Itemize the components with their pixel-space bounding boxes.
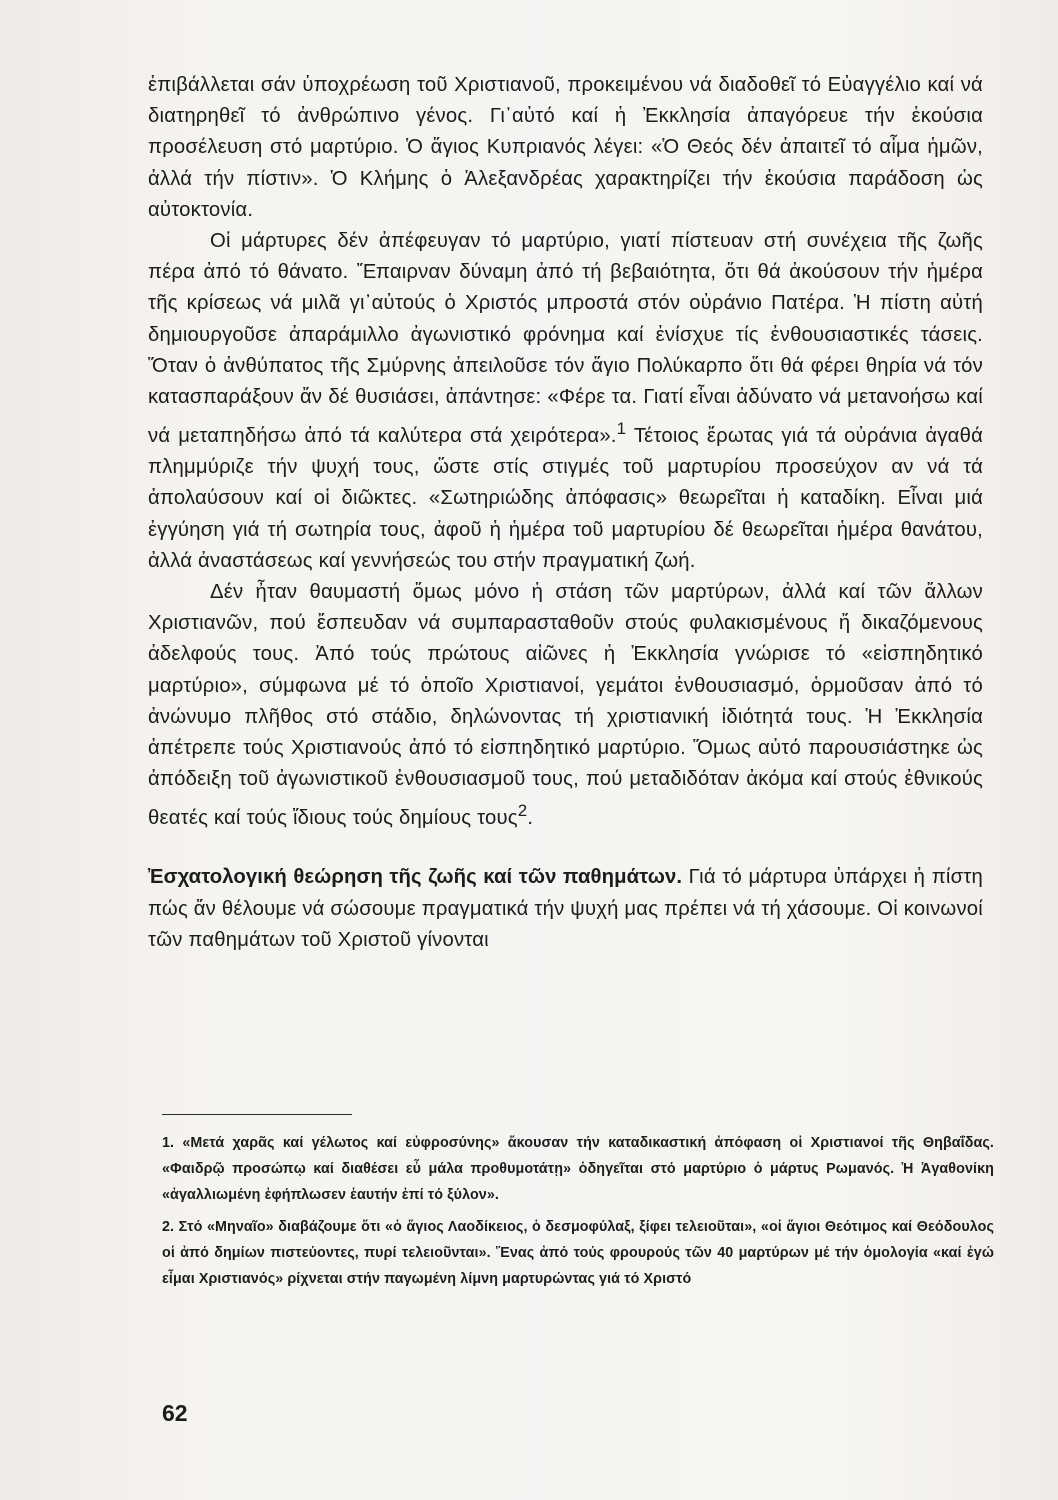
paragraph-3-text: Δέν ἦταν θαυμαστή ὅμως μόνο ἡ στάση τῶν μαρτύρων, ἀλλά καί τῶν ἄλλων Χριστιανῶν, πού ἔσπευδαν νά συμπαρασταθοῦν στούς φυλακισμένους ἤ δικαζόμενους ἀδελφούς τους. Ἀπό τούς πρώτους αἰῶνες ἡ Ἐκκλησία γνώρισε τό «εἰσπηδητικό μαρτύριο», σύμφωνα μέ τό ὁποῖο Χριστιανοί, γεμάτοι ἐνθουσιασμό, ὁρμοῦσαν ἀπό τό ἀνώνυμο πλῆθος στό στάδιο, δηλώνοντας τή χριστιανική ἰδιότητά τους. Ἡ Ἐκκλησία ἀπέτρεπε τούς Χριστιανούς ἀπό τό εἰσπηδητικό μαρτύριο. Ὅμως αὐτό παρουσιάστηκε ὡς ἀπόδειξη τοῦ ἀγωνιστικοῦ ἐνθουσιασμοῦ τους, πού μεταδιδόταν ἀκόμα καί στούς ἐθνικούς θεατές καί τούς ἴδιους τούς δημίους τους bbox=[148, 581, 983, 830]
footnote-2: 2. Στό «Μηναῖο» διαβάζουμε ὅτι «ὁ ἅγιος Λαοδίκειος, ὁ δεσμοφύλαξ, ξίφει τελειοῦται», «οἱ ἅγιοι Θεότιμος καί Θεόδουλος οἱ ἀπό δημίων πιστεύοντες, πυρί τελειοῦνται». Ἕνας ἀπό τούς φρουρούς τῶν 40 μαρτύρων μέ τήν ὁμολογία «καί ἐγώ εἶμαι Χριστιανός» ρίχνεται στήν παγωμένη λίμνη μαρτυρώντας γιά τό Χριστό bbox=[162, 1219, 994, 1287]
main-text bbox=[148, 70, 983, 956]
page-number: 62 bbox=[162, 1400, 188, 1426]
paragraph-1-text: ἐπιβάλλεται σάν ὑποχρέωση τοῦ Χριστιανοῦ, προκειμένου νά διαδοθεῖ τό Εὐαγγέλιο καί νά διατηρηθεῖ τό ἀνθρώπινο γένος. Γι᾽αὐτό καί ἡ Ἐκκλησία ἀπαγόρευε τήν ἑκούσια προσέλευση στό μαρτύριο. Ὁ ἅγιος Κυπριανός λέγει: «Ὁ Θεός δέν ἀπαιτεῖ τό αἷμα ἡμῶν, ἀλλά τήν πίστιν». Ὁ Κλήμης ὁ Ἀλεξανδρέας χαρακτηρίζει τήν ἑκούσια παράδοση ὡς αὐτοκτονία. bbox=[148, 74, 983, 221]
paragraph-2-continuation: Τέτοιος ἔρωτας γιά τά οὐράνια ἀγαθά πλημμύριζε τήν ψυχή τους, ὥστε στίς στιγμές τοῦ μαρτυρίου προσεύχον αν νά τά ἀπολαύσουν καί οἱ διῶκτες. «Σωτηριώδης ἀπόφασις» θεωρεῖται ἡ καταδίκη. Εἶναι μιά ἐγγύηση γιά τή σωτηρία τους, ἀφοῦ ἡ ἡμέρα τοῦ μαρτυρίου δέ θεωρεῖται ἡμέρα θανάτου, ἀλλά ἀναστάσεως καί γεννήσεώς του στήν πραγματική ζωή. bbox=[148, 425, 983, 572]
footnotes bbox=[162, 1130, 994, 1298]
footnote-ref-1: 1 bbox=[616, 419, 627, 439]
paragraph-2-text: Οἱ μάρτυρες δέν ἀπέφευγαν τό μαρτύριο, γιατί πίστευαν στή συνέχεια τῆς ζωῆς πέρα ἀπό τό θάνατο. Ἔπαιρναν δύναμη ἀπό τή βεβαιότητα, ὅτι θά ἀκούσουν τήν ἡμέρα τῆς κρίσεως νά μιλᾶ γι᾽αὐτούς ὁ Χριστός μπροστά στόν οὐράνιο Πατέρα. Ἡ πίστη αὐτή δημιουργοῦσε ἀπαράμιλλο ἀγωνιστικό φρόνημα καί ἐνίσχυε τίς ἐνθουσιαστικές τάσεις. Ὅταν ὁ ἀνθύπατος τῆς Σμύρνης ἀπειλοῦσε τόν ἅγιο Πολύκαρπο ὅτι θά φέρει θηρία νά τόν κατασπαράξουν ἄν δέ θυσιάσει, ἀπάντησε: «Φέρε τα. Γιατί εἶναι ἀδύνατο νά μετανοήσω καί νά μεταπηδήσω ἀπό τά καλύτερα στά χειρότερα». bbox=[148, 230, 983, 447]
paragraph-3 bbox=[148, 577, 983, 834]
section-paragraph bbox=[148, 862, 983, 956]
section-text: Γιά τό μάρτυρα ὑπάρχει ἡ πίστη πώς ἄν θέλουμε νά σώσουμε πραγματικά τήν ψυχή μας πρέπει νά τή χάσουμε. Οἱ κοινωνοί τῶν παθημάτων τοῦ Χριστοῦ γίνονται bbox=[148, 866, 983, 951]
footnote-ref-2: 2 bbox=[517, 801, 528, 821]
section-heading: Ἐσχατολογική θεώρηση τῆς ζωῆς καί τῶν παθημάτων. bbox=[148, 866, 683, 889]
paragraph-2 bbox=[148, 226, 983, 577]
footnote-divider bbox=[162, 1114, 352, 1115]
paragraph-1 bbox=[148, 70, 983, 226]
footnote-1: 1. «Μετά χαρᾶς καί γέλωτος καί εὐφροσύνης» ἄκουσαν τήν καταδικαστική ἀπόφαση οἱ Χριστιανοί τῆς Θηβαΐδας. «Φαιδρῷ προσώπῳ καί διαθέσει εὖ μάλα προθυμοτάτῃ» ὁδηγεῖται στό μαρτύριο ὁ μάρτυς Ρωμανός. Ἡ Ἀγαθονίκη «ἀγαλλιωμένη ἐφήπλωσεν ἑαυτήν ἐπί τό ξύλον». bbox=[162, 1135, 994, 1203]
paragraph-3-end: . bbox=[527, 807, 534, 830]
